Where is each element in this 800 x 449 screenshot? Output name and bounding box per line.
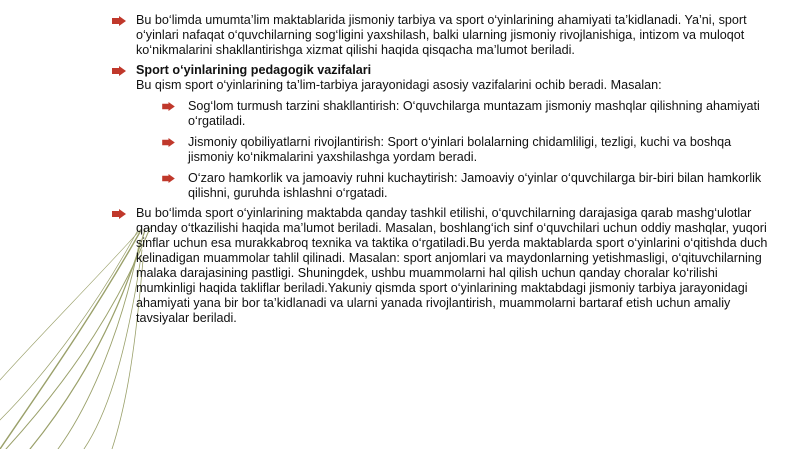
section-heading: Sport o‘yinlarining pedagogik vazifalari	[136, 63, 372, 77]
sub-item-text: Sog‘lom turmush tarzini shakllantirish: O‘quvchilarga muntazam jismoniy mashqlar qilishning ahamiyati o‘rgatiladi.	[188, 99, 760, 128]
sub-bullet-item-3	[162, 171, 780, 201]
arrow-bullet-icon	[162, 102, 175, 111]
bullet-item-1	[112, 13, 780, 58]
sub-bullet-item-2	[162, 135, 780, 165]
arrow-bullet-icon	[112, 66, 126, 76]
arrow-bullet-icon	[162, 138, 175, 147]
sub-bullet-item-1	[162, 99, 780, 129]
bullet-item-2	[112, 63, 780, 201]
paragraph-text: Bu bo‘limda umumta’lim maktablarida jismoniy tarbiya va sport o‘yinlarining ahamiyati ta’kidlanadi. Ya’ni, sport o‘yinlari nafaqat o‘quvchilarning sog‘ligini yaxshilash, balki ularning jismoniy rivojlanishiga, intizom va muloqot ko‘nikmalarini shakllantirishga xizmat qilishi haqida qisqacha ma’lumot beriladi.	[136, 13, 747, 57]
arrow-bullet-icon	[112, 209, 126, 219]
paragraph-text: Bu qism sport o‘yinlarining ta’lim-tarbiya jarayonidagi asosiy vazifalarini ochib beradi. Masalan:	[136, 78, 662, 92]
sub-item-text: O‘zaro hamkorlik va jamoaviy ruhni kuchaytirish: Jamoaviy o‘yinlar o‘quvchilarga bir-biri bilan hamkorlik qilishni, guruhda ishlashni o‘rgatadi.	[188, 171, 762, 200]
paragraph-text: Bu bo‘limda sport o‘yinlarining maktabda qanday tashkil etilishi, o‘quvchilarning darajasiga qarab mashg‘ulotlar qanday o‘tkazilishi haqida ma’lumot beriladi. Masalan, boshlang‘ich sinf o‘quvchilari uchun oddiy mashqlar, yuqori sinflar uchun esa murakkabroq texnika va taktika o‘rgatiladi.Bu yerda maktablarda sport o‘yinlarini o‘qitishda duch kelinadigan muammolar tahlil qilinadi. Masalan: sport anjomlari va maydonlarning yetishmasligi, o‘qituvchilarning malaka darajasining pastligi. Shuningdek, ushbu muammolarni hal qilish uchun qanday choralar ko‘rilishi mumkinligi haqida takliflar beriladi.Yakuniy qismda sport o‘yinlarining maktabdagi jismoniy tarbiya jarayonidagi ahamiyati yana bir bor ta’kidlanadi va ularni yanada rivojlantirish, muammolarni bartaraf etish uchun amaliy tavsiyalar beriladi.	[136, 206, 768, 325]
bullet-item-3	[112, 206, 780, 326]
sub-item-text: Jismoniy qobiliyatlarni rivojlantirish: Sport o‘yinlari bolalarning chidamliligi, tezligi, kuchi va boshqa jismoniy ko‘nikmalarini yaxshilashga yordam beradi.	[188, 135, 732, 164]
content-area	[112, 13, 780, 331]
arrow-bullet-icon	[112, 16, 126, 26]
arrow-bullet-icon	[162, 174, 175, 183]
